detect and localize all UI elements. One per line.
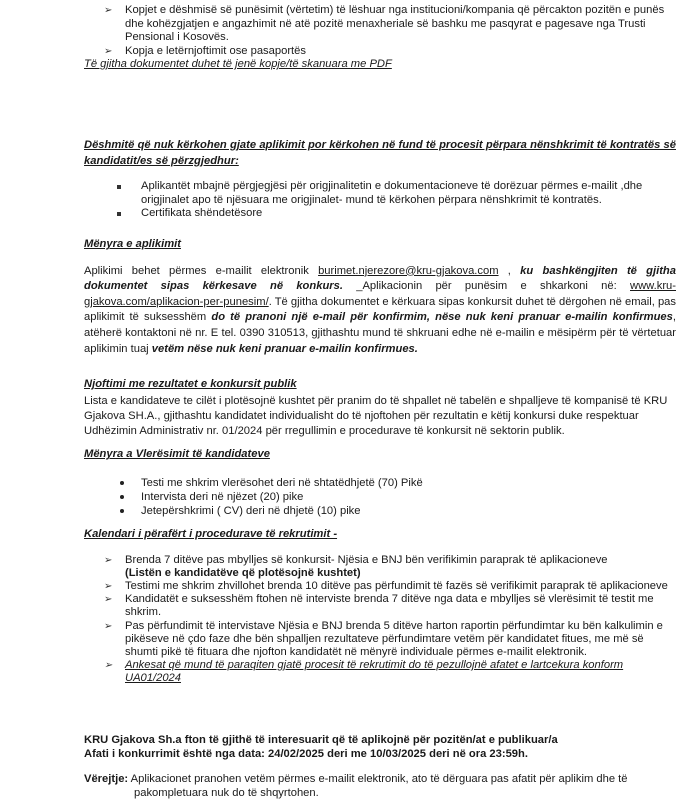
text: , atëherë kontaktoni në nr. E tel. 0390 310513, gjithashtu mund të shkruani edhe në e-mailin e mësipërm për të vërtetuar aplikimin tuaj bbox=[84, 311, 676, 355]
emphasis-text: do të pranoni një e-mail për konfirmim, nëse nuk keni pranuar e-mailin konfirmues bbox=[211, 311, 673, 324]
deadline-text: Afati i konkurrimit është nga data: 24/02/2025 deri me 10/03/2025 deri në ora 23:59h. bbox=[84, 747, 528, 760]
list-item: Jetepërshkrimi ( CV) deri në dhjetë (10) pike bbox=[84, 504, 676, 518]
application-form-link[interactable]: www.kru-gjakova.com/aplikacion-per-punesim/ bbox=[84, 280, 676, 308]
evaluation-section bbox=[84, 448, 676, 518]
list-item: Intervista deri në njëzet (20) pike bbox=[84, 490, 676, 504]
remark-text-continued: pakompletuara nuk do të shqyrtohen. bbox=[134, 786, 319, 799]
section-heading: Mënyra e aplikimit bbox=[84, 238, 181, 250]
section-heading: Kalendari i përafërt i procedurave të rekrutimit - bbox=[84, 528, 338, 540]
application-paragraph bbox=[84, 264, 676, 358]
text: . Të gjitha dokumentet e kërkuara sipas konkursit duhet të dërgohen në email, pas aplikimit të suksesshëm bbox=[84, 295, 676, 324]
list-item: ➢ Kandidatët e suksesshëm ftohen në interviste brenda 7 ditëve nga data e mbylljes së vlerësimit të testit me shkrim. bbox=[84, 593, 676, 619]
list-item bbox=[84, 554, 676, 580]
list-item: ➢ Pas përfundimit të intervistave Njësia e BNJ brenda 5 ditëve harton raportin përfundimtar ku bën kalkulimin e pikëseve në çdo faze dhe bën shpalljen rezultateve përfundimtare vetëm për kandidatet fitues, me më së shumti pikë të fituara dhe njofton kandidatët në mënyrë individuale përmes e-mailit elektronik. bbox=[84, 620, 676, 660]
text: Aplikimi behet përmes e-mailit elektronik bbox=[84, 264, 319, 277]
section-heading: Njoftimi me rezultatet e konkursit publik bbox=[84, 378, 297, 390]
list-item: Testi me shkrim vlerësohet deri në shtatëdhjetë (70) Pikë bbox=[84, 476, 676, 490]
remark-label: Vërejtje: bbox=[84, 773, 129, 786]
emphasis-text: ku bashkëngjiten të gjitha dokumentet sipas kërkesave në konkurs. bbox=[84, 264, 676, 293]
closing-section bbox=[84, 734, 676, 800]
text: Brenda 7 ditëve pas mbylljes së konkursit- Njësia e BNJ bën verifikimin paraprak të aplikacioneve bbox=[125, 553, 608, 566]
list-item: ➢ Testimi me shkrim zhvillohet brenda 10 ditëve pas përfundimit të fazës së verifikimit paraprak të aplikacioneve bbox=[84, 580, 676, 593]
section-heading: Mënyra a Vlerësimit të kandidateve bbox=[84, 448, 270, 460]
emphasis-text: (Listën e kandidatëve që plotësojnë kushtet) bbox=[125, 566, 361, 579]
section-heading: Dëshmitë që nuk kërkohen gjate aplikimit por kërkohen në fund të procesit përpara nënshkrimit të kontratës së kandidatit/es së përzgjedhur: bbox=[84, 139, 676, 167]
text: _Aplikacionin për punësim e shkarkoni në: bbox=[342, 280, 630, 293]
text: , bbox=[498, 264, 521, 277]
calendar-section bbox=[84, 528, 676, 686]
remark-text: Aplikacionet pranohen vetëm përmes e-mailit elektronik, ato të dërguara pas afatit për aplikim dhe të bbox=[128, 773, 628, 786]
list-item: Aplikantët mbajnë përgjegjësi për origjinalitetin e dokumentacioneve të dorëzuar përmes e-mailit ,dhe origjinalet apo të njësuara me origjinalet- mund të kërkohen përpara nënshkrimit të kontratës. bbox=[84, 180, 676, 207]
notification-paragraph: Lista e kandidateve te cilët i plotësojnë kushtet për pranim do të shpallet në tabelën e shpalljeve të kompanisë të KRU Gjakova SH.A., gjithashtu kandidatet individualisht do të njoftohen për rezultatin e këtij konkursi duke respektuar Udhëzimin Administrativ nr. 01/2024 për rregullimin e procedurave të konkursit në sektorin publik. bbox=[84, 394, 668, 438]
pdf-note: Të gjitha dokumentet duhet të jenë kopje/të skanuara me PDF bbox=[84, 58, 392, 71]
list-item: ➢ Ankesat që mund të paraqiten gjatë procesit të rekrutimit do të pezullojnë afatet e lartcekura konform UA01/2024 bbox=[84, 659, 676, 685]
invitation-text: KRU Gjakova Sh.a fton të gjithë të interesuarit që të aplikojnë për pozitën/at e publikuar/a bbox=[84, 734, 558, 746]
list-item: ➢ Kopja e letërnjoftimit ose pasaportës bbox=[84, 45, 676, 59]
notification-section bbox=[84, 378, 676, 440]
remark bbox=[84, 773, 676, 787]
list-item: Certifikata shëndetësore bbox=[84, 207, 676, 221]
email-link[interactable]: burimet.njerezore@kru-gjakova.com bbox=[318, 264, 499, 277]
application-section bbox=[84, 238, 676, 357]
emphasis-text: vetëm nëse nuk keni pranuar e-mailin konfirmues. bbox=[151, 342, 418, 355]
list-item: ➢ Kopjet e dëshmisë së punësimit (vërtetim) të lëshuar nga institucioni/kompania që përcakton pozitën e punës dhe kohëzgjatjen e angazhimit në atë pozitë menaxheriale së bashku me pasqyrat e pagesave nga Trusti Pensional i Kosovës. bbox=[84, 4, 676, 45]
later-documents-section bbox=[84, 138, 676, 221]
required-documents-list bbox=[84, 4, 676, 72]
